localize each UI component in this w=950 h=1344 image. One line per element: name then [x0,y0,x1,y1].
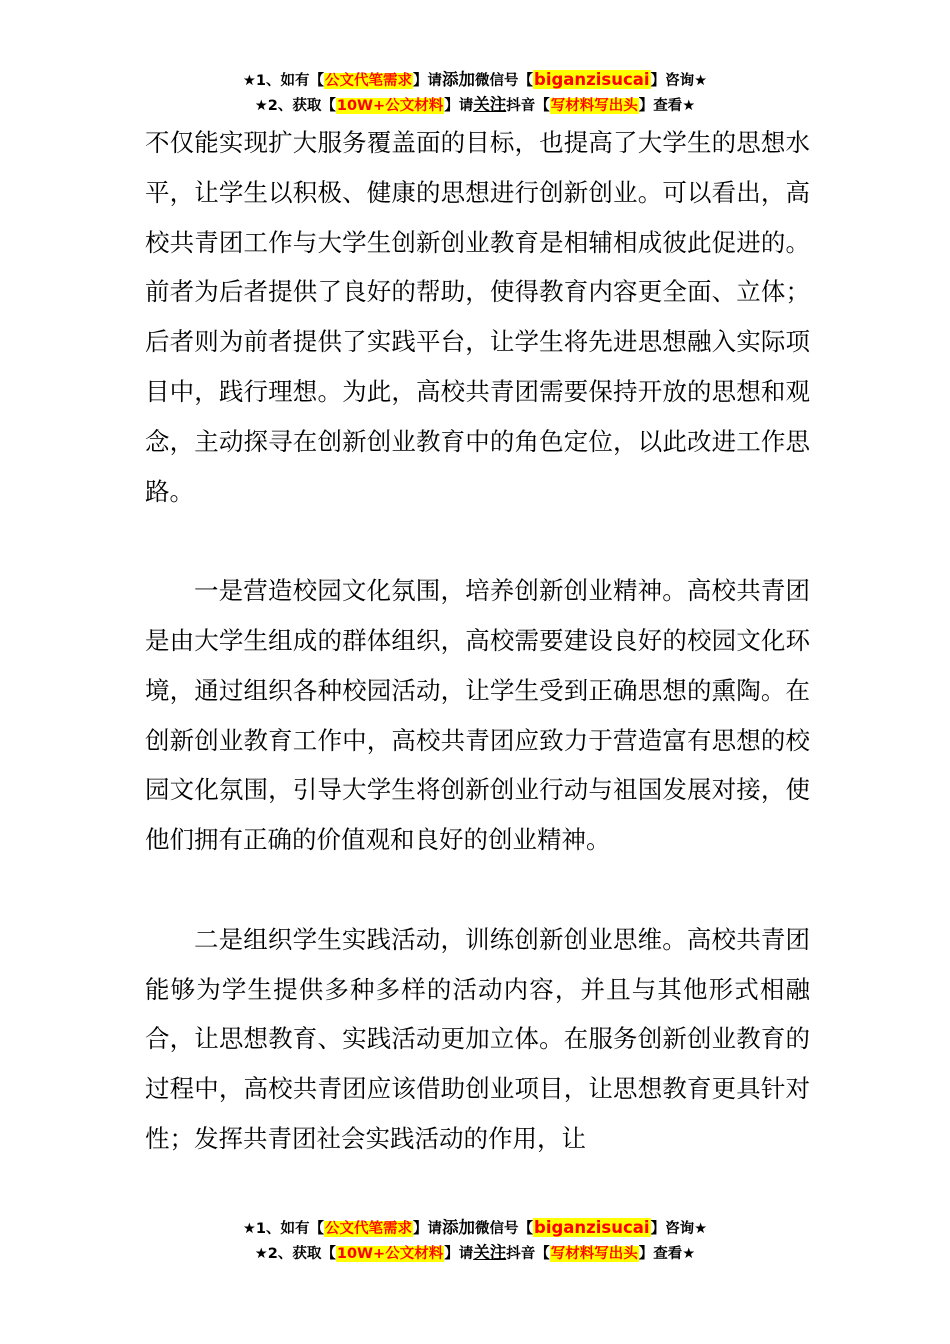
body-paragraph: 一是营造校园文化氛围，培养创新创业精神。高校共青团是由大学生组成的群体组织，高校需要建设良好的校园文化环境，通过组织各种校园活动，让学生受到正确思想的熏陶。在创新创业教育工作中，高校共青团应致力于营造富有思想的校园文化氛围，引导大学生将创新创业行动与祖国发展对接，使他们拥有正确的价值观和良好的创业精神。 [145,576,810,855]
banner-text: ★2、获取【 [254,1246,336,1262]
banner-emphasis: 关注 [473,1243,507,1262]
banner-text: 】咨询★ [650,73,708,89]
banner-text: ★1、如有【 [242,73,325,89]
banner-text: 】请 [444,98,474,114]
banner-text: 】查看★ [638,98,696,114]
header-banner [0,68,950,118]
banner-emphasis: 关注 [473,95,507,114]
banner-text: 抖音【 [506,98,550,114]
banner-wechat-id: biganzisucai [534,1218,650,1237]
banner-douyin-id: 写材料写出头 [550,1246,638,1262]
banner-wechat-id: biganzisucai [534,70,650,89]
banner-highlight: 公文代笔需求 [325,73,413,89]
footer-banner [0,1216,950,1266]
banner-text: 微信号【 [475,73,534,89]
paragraph-spacer [145,516,810,566]
banner-highlight: 10W+公文材料 [336,1246,444,1262]
banner-line-2 [0,93,950,118]
document-body [145,118,810,1164]
body-paragraph: 不仅能实现扩大服务覆盖面的目标，也提高了大学生的思想水平，让学生以积极、健康的思想进行创新创业。可以看出，高校共青团工作与大学生创新创业教育是相辅相成彼此促进的。前者为后者提供了良好的帮助，使得教育内容更全面、立体；后者则为前者提供了实践平台，让学生将先进思想融入实际项目中，践行理想。为此，高校共青团需要保持开放的思想和观念，主动探寻在创新创业教育中的角色定位，以此改进工作思路。 [145,128,810,506]
banner-line-1 [0,68,950,93]
banner-highlight: 公文代笔需求 [325,1221,413,1237]
banner-line-2 [0,1241,950,1266]
banner-text: 】查看★ [638,1246,696,1262]
banner-douyin-id: 写材料写出头 [550,98,638,114]
banner-highlight: 10W+公文材料 [336,98,444,114]
banner-text: 】请 [444,1246,474,1262]
body-paragraph: 二是组织学生实践活动，训练创新创业思维。高校共青团能够为学生提供多种多样的活动内容，并且与其他形式相融合，让思想教育、实践活动更加立体。在服务创新创业教育的过程中，高校共青团应该借助创业项目，让思想教育更具针对性；发挥共青团社会实践活动的作用，让 [145,924,810,1153]
banner-text: 】请 [413,73,443,89]
banner-text: ★2、获取【 [254,98,336,114]
banner-line-1 [0,1216,950,1241]
banner-text: 抖音【 [506,1246,550,1262]
banner-text: 微信号【 [475,1221,534,1237]
banner-emphasis: 添加 [442,70,476,89]
banner-text: 】请 [413,1221,443,1237]
banner-text: ★1、如有【 [242,1221,325,1237]
banner-emphasis: 添加 [442,1218,476,1237]
banner-text: 】咨询★ [650,1221,708,1237]
paragraph-spacer [145,865,810,915]
